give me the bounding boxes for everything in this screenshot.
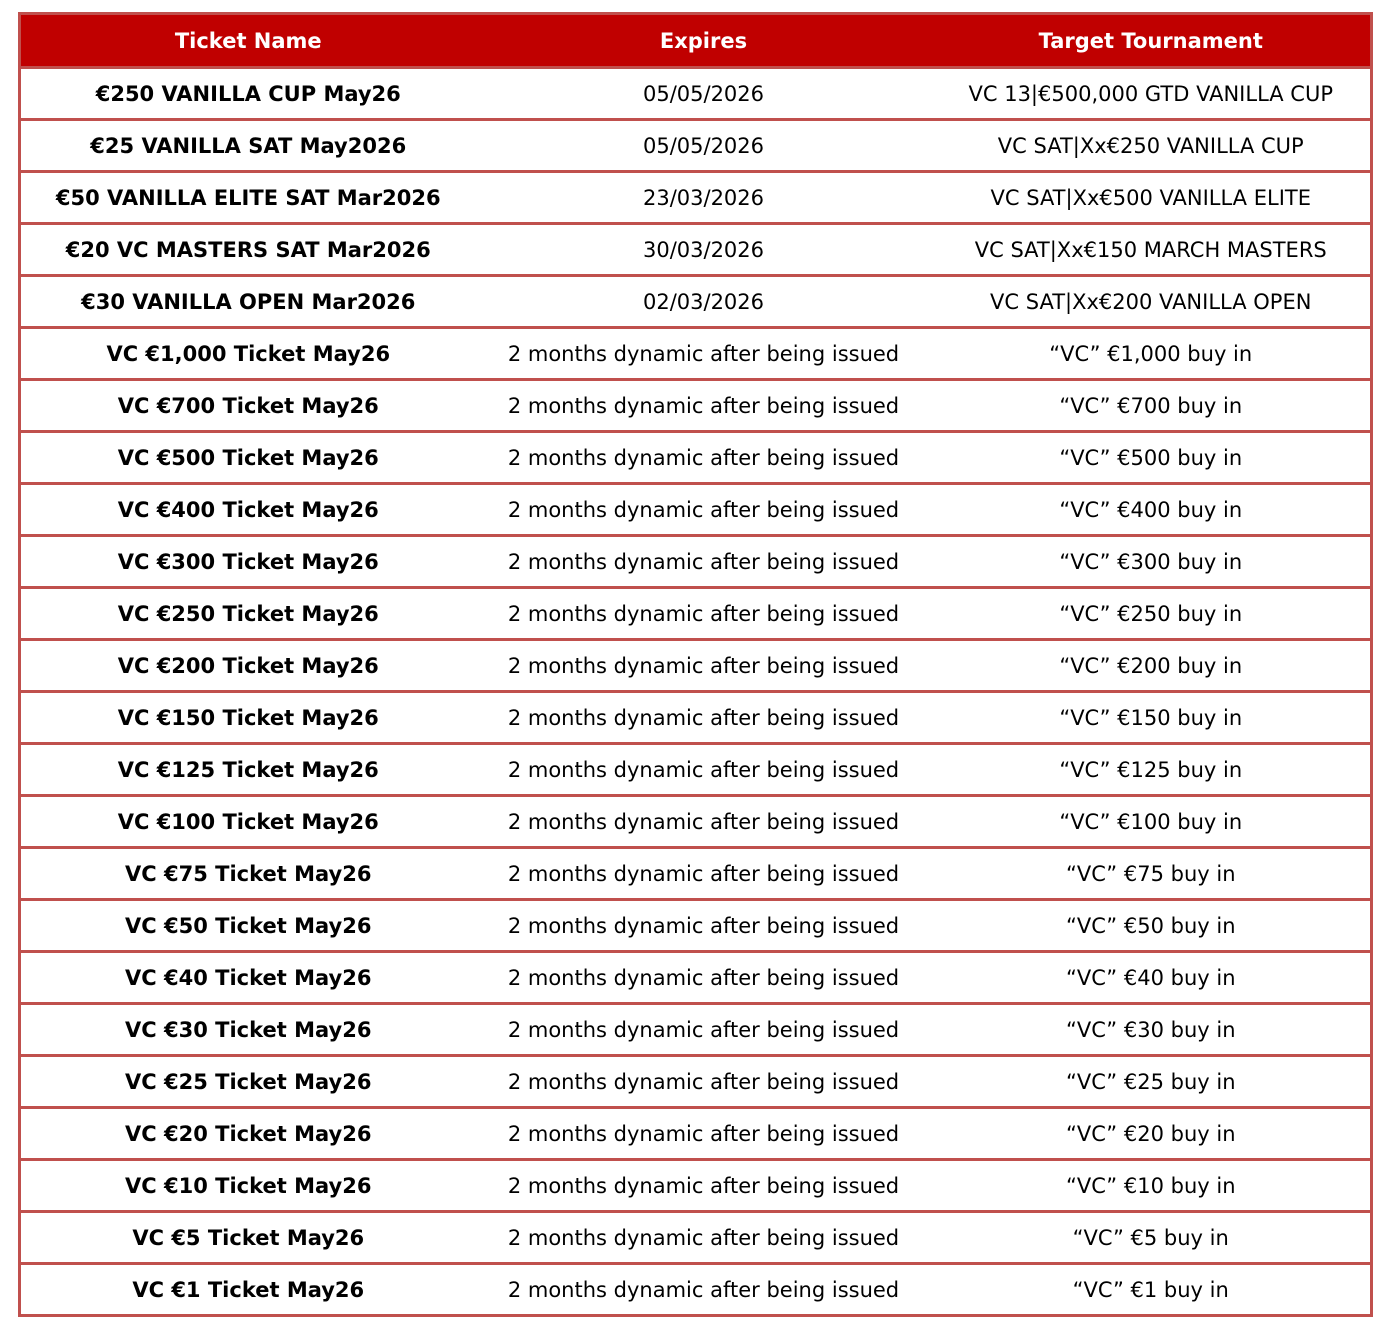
expires-cell: 2 months dynamic after being issued [476,588,932,640]
table-row [20,536,1372,588]
expires-cell: 2 months dynamic after being issued [476,1160,932,1212]
ticket-name-cell: VC €100 Ticket May26 [20,796,476,848]
target-tournament-cell: “VC” €10 buy in [932,1160,1372,1212]
table-row [20,172,1372,224]
ticket-name-cell: VC €200 Ticket May26 [20,640,476,692]
expires-cell: 2 months dynamic after being issued [476,1108,932,1160]
expires-cell: 2 months dynamic after being issued [476,432,932,484]
table-row [20,952,1372,1004]
expires-cell: 05/05/2026 [476,68,932,120]
target-tournament-cell: “VC” €5 buy in [932,1212,1372,1264]
expires-cell: 2 months dynamic after being issued [476,796,932,848]
target-tournament-cell: “VC” €250 buy in [932,588,1372,640]
ticket-name-cell: €30 VANILLA OPEN Mar2026 [20,276,476,328]
table-row [20,120,1372,172]
expires-cell: 05/05/2026 [476,120,932,172]
expires-cell: 2 months dynamic after being issued [476,328,932,380]
expires-cell: 30/03/2026 [476,224,932,276]
expires-cell: 2 months dynamic after being issued [476,640,932,692]
target-tournament-cell: VC SAT|Xx€500 VANILLA ELITE [932,172,1372,224]
table-row [20,1212,1372,1264]
target-tournament-cell: “VC” €50 buy in [932,900,1372,952]
target-tournament-cell: “VC” €500 buy in [932,432,1372,484]
expires-cell: 2 months dynamic after being issued [476,1004,932,1056]
target-tournament-cell: VC SAT|Xx€200 VANILLA OPEN [932,276,1372,328]
expires-cell: 2 months dynamic after being issued [476,536,932,588]
target-tournament-cell: VC SAT|Xx€250 VANILLA CUP [932,120,1372,172]
ticket-name-cell: VC €10 Ticket May26 [20,1160,476,1212]
ticket-name-cell: €25 VANILLA SAT May2026 [20,120,476,172]
table-row [20,1004,1372,1056]
header-row [20,14,1372,68]
ticket-name-cell: €20 VC MASTERS SAT Mar2026 [20,224,476,276]
ticket-table [18,12,1373,1317]
ticket-name-cell: VC €700 Ticket May26 [20,380,476,432]
expires-cell: 2 months dynamic after being issued [476,1264,932,1316]
target-tournament-cell: “VC” €30 buy in [932,1004,1372,1056]
expires-cell: 2 months dynamic after being issued [476,380,932,432]
target-tournament-cell: “VC” €125 buy in [932,744,1372,796]
expires-cell: 2 months dynamic after being issued [476,848,932,900]
target-tournament-cell: VC 13|€500,000 GTD VANILLA CUP [932,68,1372,120]
table-row [20,276,1372,328]
target-tournament-cell: “VC” €300 buy in [932,536,1372,588]
ticket-name-cell: VC €250 Ticket May26 [20,588,476,640]
target-tournament-cell: “VC” €40 buy in [932,952,1372,1004]
ticket-name-cell: €50 VANILLA ELITE SAT Mar2026 [20,172,476,224]
expires-cell: 2 months dynamic after being issued [476,484,932,536]
table-row [20,1108,1372,1160]
ticket-name-cell: VC €125 Ticket May26 [20,744,476,796]
target-tournament-cell: “VC” €150 buy in [932,692,1372,744]
target-tournament-cell: “VC” €20 buy in [932,1108,1372,1160]
target-tournament-cell: “VC” €25 buy in [932,1056,1372,1108]
table-row [20,900,1372,952]
table-row [20,692,1372,744]
table-row [20,1160,1372,1212]
table-body [20,68,1372,1316]
ticket-name-cell: VC €500 Ticket May26 [20,432,476,484]
header-expires: Expires [476,14,932,68]
target-tournament-cell: “VC” €200 buy in [932,640,1372,692]
ticket-name-cell: VC €40 Ticket May26 [20,952,476,1004]
target-tournament-cell: “VC” €1 buy in [932,1264,1372,1316]
target-tournament-cell: “VC” €1,000 buy in [932,328,1372,380]
target-tournament-cell: “VC” €100 buy in [932,796,1372,848]
ticket-name-cell: VC €5 Ticket May26 [20,1212,476,1264]
table-row [20,848,1372,900]
table-row [20,588,1372,640]
ticket-name-cell: VC €20 Ticket May26 [20,1108,476,1160]
target-tournament-cell: “VC” €400 buy in [932,484,1372,536]
expires-cell: 2 months dynamic after being issued [476,952,932,1004]
ticket-name-cell: VC €300 Ticket May26 [20,536,476,588]
table-row [20,1264,1372,1316]
target-tournament-cell: “VC” €75 buy in [932,848,1372,900]
table-row [20,68,1372,120]
ticket-name-cell: VC €30 Ticket May26 [20,1004,476,1056]
table-row [20,484,1372,536]
table-row [20,640,1372,692]
expires-cell: 2 months dynamic after being issued [476,744,932,796]
ticket-name-cell: VC €75 Ticket May26 [20,848,476,900]
target-tournament-cell: VC SAT|Xx€150 MARCH MASTERS [932,224,1372,276]
target-tournament-cell: “VC” €700 buy in [932,380,1372,432]
table-header [20,14,1372,68]
ticket-name-cell: VC €25 Ticket May26 [20,1056,476,1108]
ticket-name-cell: VC €400 Ticket May26 [20,484,476,536]
header-ticket-name: Ticket Name [20,14,476,68]
expires-cell: 2 months dynamic after being issued [476,900,932,952]
table-row [20,328,1372,380]
expires-cell: 2 months dynamic after being issued [476,1056,932,1108]
expires-cell: 23/03/2026 [476,172,932,224]
expires-cell: 2 months dynamic after being issued [476,1212,932,1264]
ticket-name-cell: VC €50 Ticket May26 [20,900,476,952]
expires-cell: 2 months dynamic after being issued [476,692,932,744]
table-row [20,380,1372,432]
ticket-name-cell: VC €1,000 Ticket May26 [20,328,476,380]
table-row [20,796,1372,848]
ticket-name-cell: VC €1 Ticket May26 [20,1264,476,1316]
table-row [20,1056,1372,1108]
ticket-name-cell: VC €150 Ticket May26 [20,692,476,744]
expires-cell: 02/03/2026 [476,276,932,328]
table-row [20,224,1372,276]
table-row [20,432,1372,484]
table-row [20,744,1372,796]
header-target-tournament: Target Tournament [932,14,1372,68]
ticket-name-cell: €250 VANILLA CUP May26 [20,68,476,120]
